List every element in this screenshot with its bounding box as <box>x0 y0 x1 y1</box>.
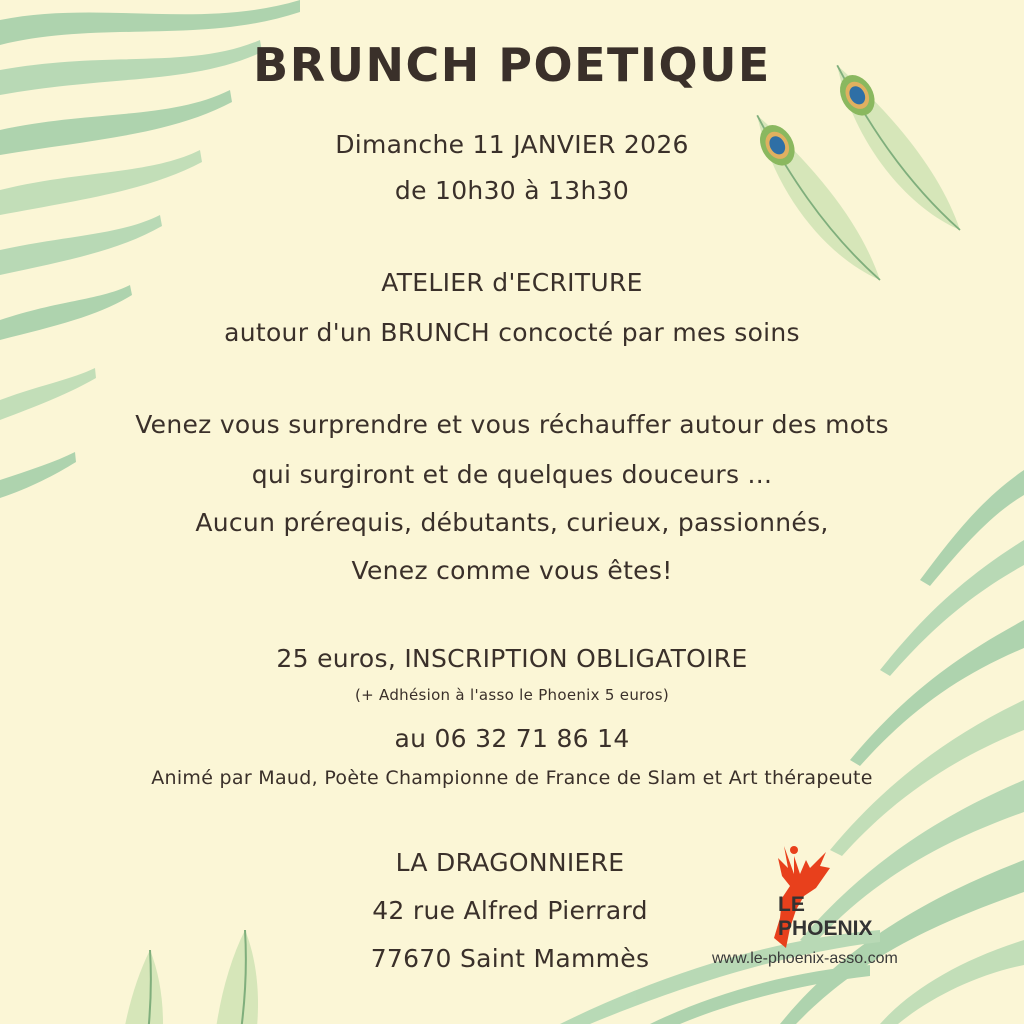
logo-line-1: LE <box>778 893 805 916</box>
description-line-3: Aucun prérequis, débutants, curieux, passionnés, <box>195 508 829 537</box>
host-line: Animé par Maud, Poète Championne de France de Slam et Art thérapeute <box>151 767 873 789</box>
page-title: BRUNCH POETIQUE <box>253 38 771 92</box>
description-line-2: qui surgiront et de quelques douceurs ... <box>251 460 773 489</box>
description-line-4: Venez comme vous êtes! <box>351 556 673 585</box>
description-line-1: Venez vous surprendre et vous réchauffer autour des mots <box>135 410 889 439</box>
workshop-subtitle: autour d'un BRUNCH concocté par mes soins <box>224 318 800 347</box>
peacock-feathers-bottom-left <box>85 929 285 1024</box>
price-line: 25 euros, INSCRIPTION OBLIGATOIRE <box>276 644 748 673</box>
phone-line: au 06 32 71 86 14 <box>394 724 630 753</box>
logo-line-2: PHOENIX <box>778 917 873 940</box>
venue-city: 77670 Saint Mammès <box>370 944 650 973</box>
venue-street: 42 rue Alfred Pierrard <box>372 896 648 925</box>
workshop-title: ATELIER d'ECRITURE <box>381 268 643 297</box>
phoenix-logo-text <box>778 893 873 941</box>
membership-line: (+ Adhésion à l'asso le Phoenix 5 euros) <box>354 686 670 704</box>
website-url: www.le-phoenix-asso.com <box>712 950 898 967</box>
venue-name: LA DRAGONNIERE <box>395 848 625 877</box>
event-date: Dimanche 11 JANVIER 2026 <box>335 130 689 159</box>
event-time: de 10h30 à 13h30 <box>394 176 630 205</box>
